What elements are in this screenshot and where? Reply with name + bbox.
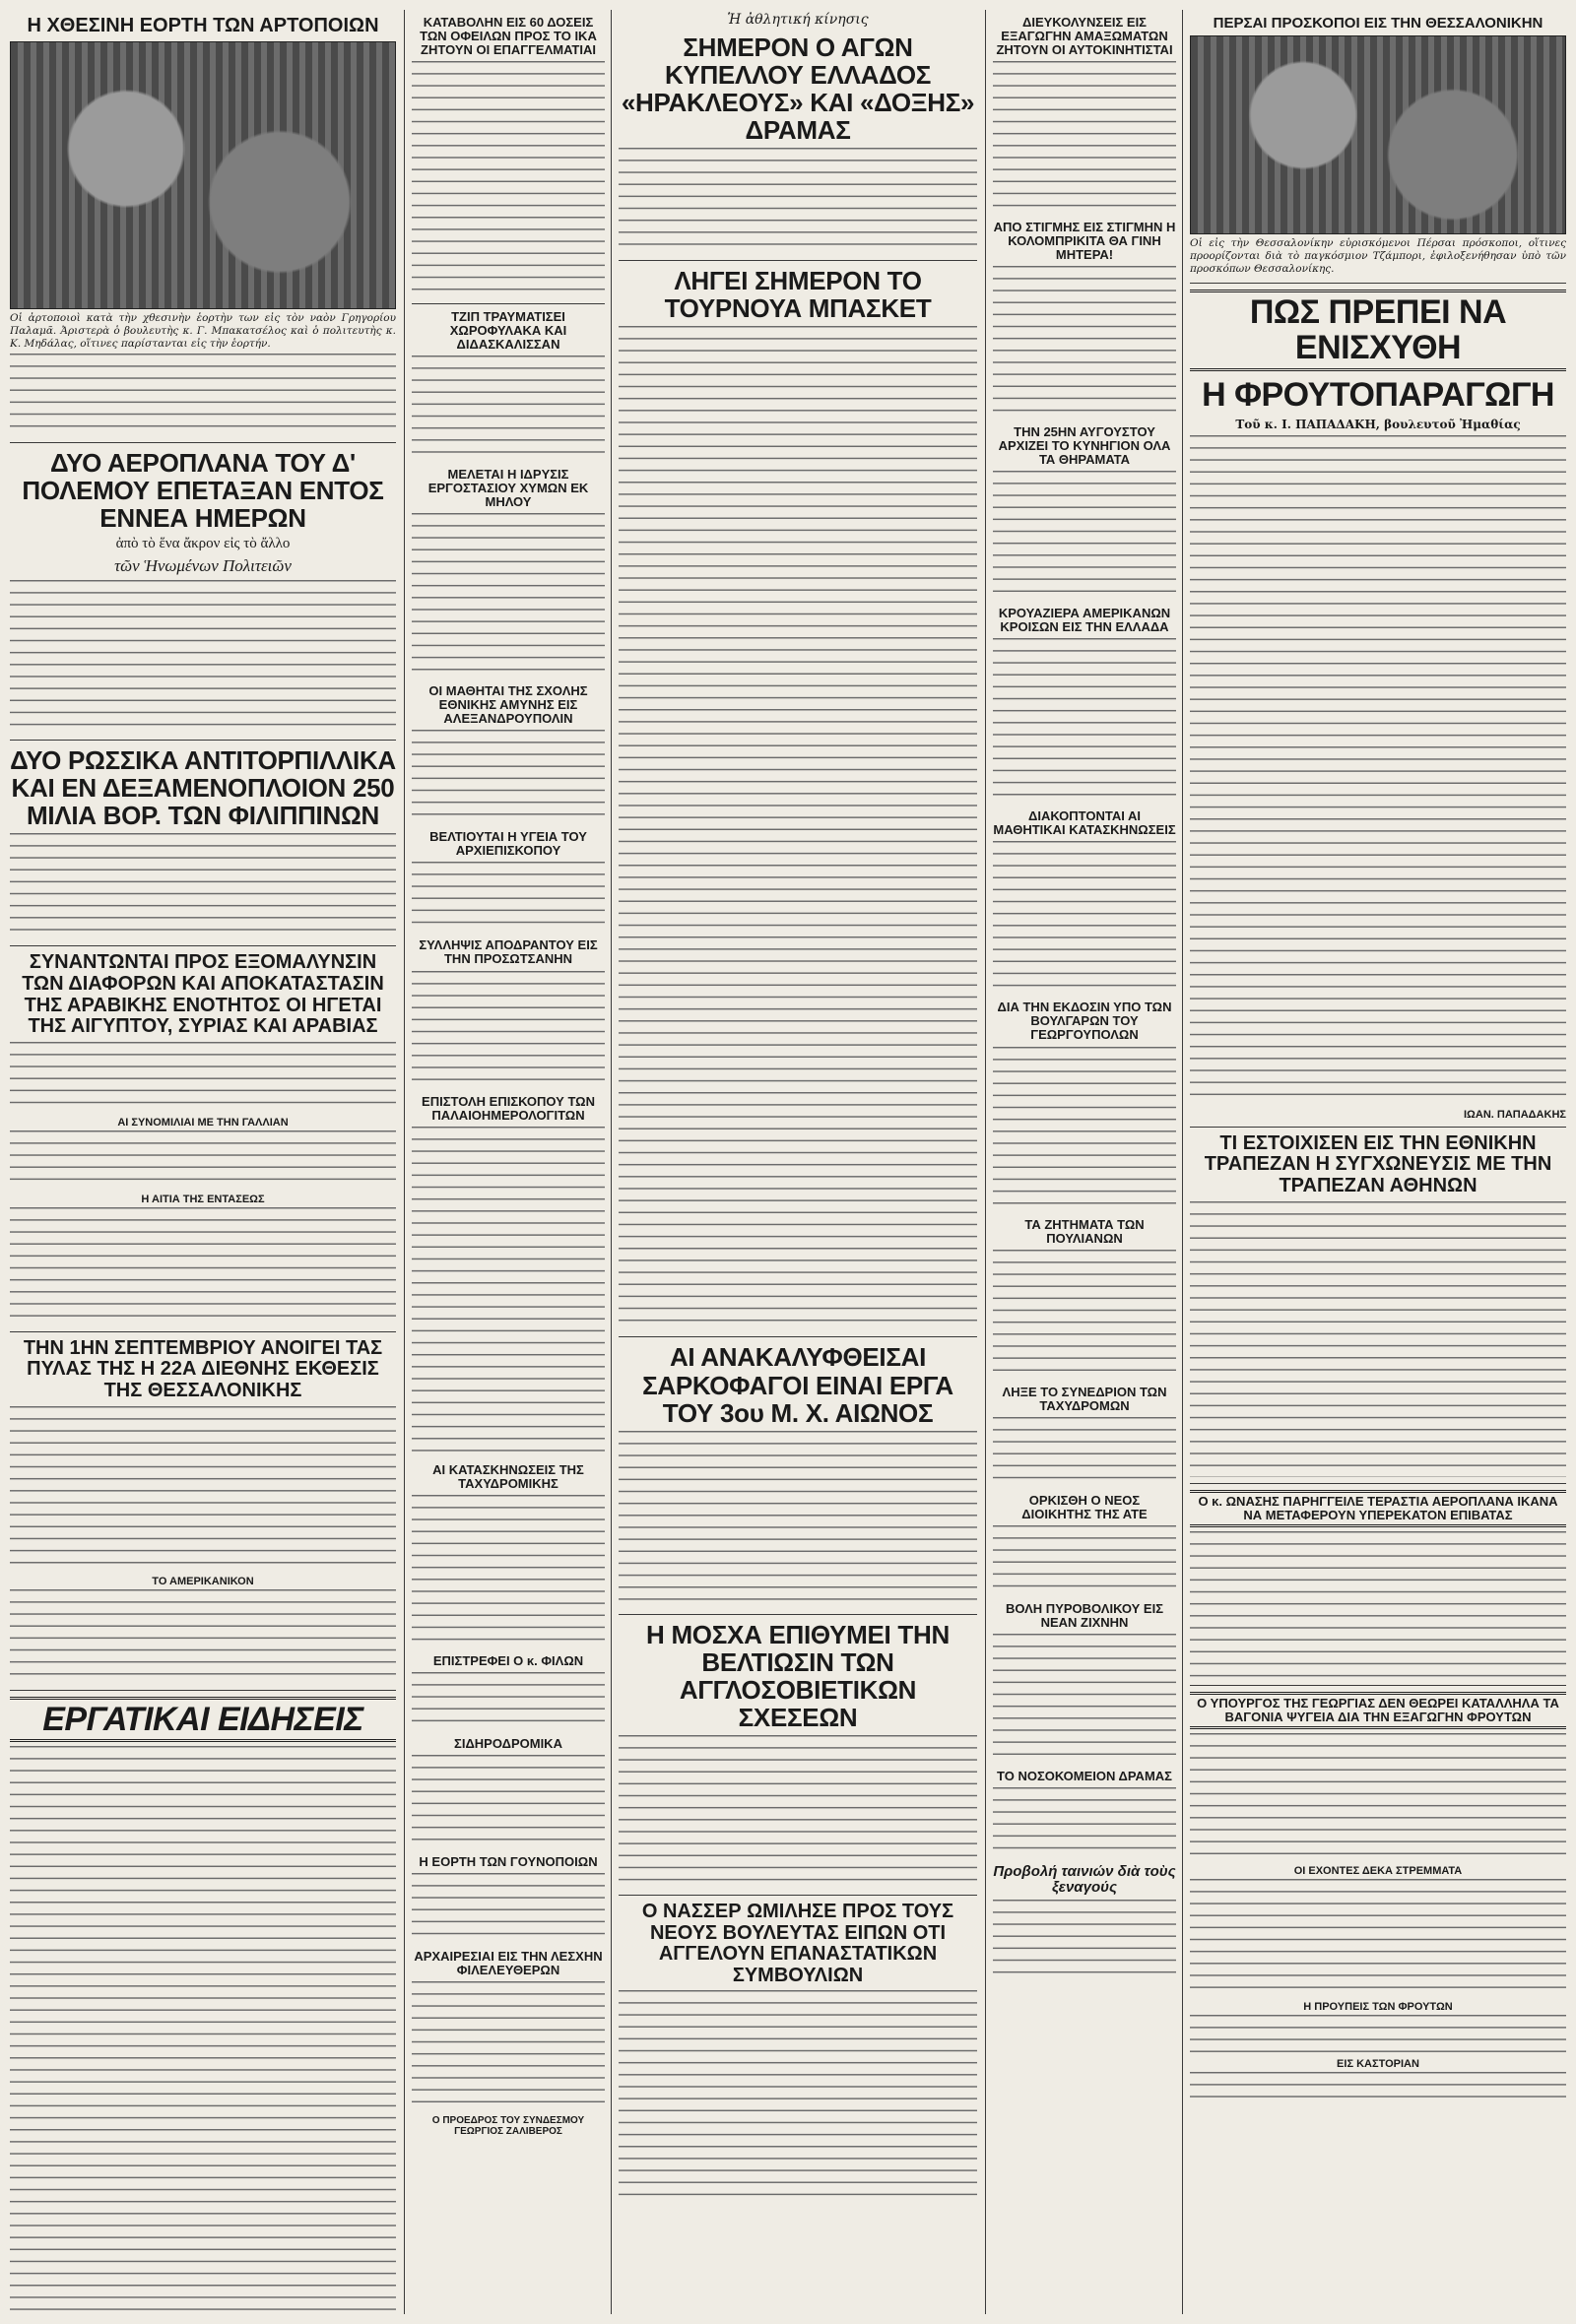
article-body <box>993 1047 1176 1212</box>
article-body <box>993 471 1176 601</box>
column-rule <box>985 10 986 2314</box>
article-body <box>10 354 396 436</box>
headline-filon: ΕΠΙΣΤΡΕΦΕΙ Ο κ. ΦΙΛΩΝ <box>432 1652 584 1668</box>
article-body <box>10 1746 396 2314</box>
column-2 <box>412 10 605 2314</box>
subhead: Η ΠΡΟΥΠΕΙΣ ΤΩΝ ΦΡΟΥΤΩΝ <box>1303 2000 1453 2013</box>
article-body <box>10 1406 396 1572</box>
headline-furriers: Η ΕΟΡΤΗ ΤΩΝ ΓΟΥΝΟΠΟΙΩΝ <box>419 1853 598 1869</box>
headline-films: Προβολή ταινιών διὰ τοὺς ξεναγούς <box>993 1862 1176 1896</box>
article-body <box>412 61 605 297</box>
headline-nasser: Ο ΝΑΣΣΕΡ ΩΜΙΛΗΣΕ ΠΡΟΣ ΤΟΥΣ ΝΕΟΥΣ ΒΟΥΛΕΥΤΑΣ ΕΙΠΩΝ ΟΤΙ ΑΓΓΕΛΟΥΝ ΕΠΑΝΑΣΤΑΤΙΚΩΝ ΣΥΜΒΟΥΛΙΩΝ <box>641 1901 954 1986</box>
headline-jeep: ΤΖΙΠ ΤΡΑΥΜΑΤΙΣΕΙ ΧΩΡΟΦΥΛΑΚΑ ΚΑΙ ΔΙΔΑΣΚΑΛΙΣΣΑΝ <box>449 309 567 353</box>
article-body <box>1190 1531 1566 1679</box>
article-body <box>412 1755 605 1849</box>
headline-onassis: Ο κ. ΩΝΑΣΗΣ ΠΑΡΗΓΓΕΙΛΕ ΤΕΡΑΣΤΙΑ ΑΕΡΟΠΛΑΝΑ ΙΚΑΝΑ ΝΑ ΜΕΤΑΦΕΡΟΥΝ ΥΠΕΡΕΚΑΤΟΝ ΕΠΙΒΑΤΑΣ <box>1190 1490 1566 1527</box>
article-body <box>412 730 605 824</box>
headline-kolombrikita: ΑΠΟ ΣΤΙΓΜΗΣ ΕΙΣ ΣΤΙΓΜΗΝ Η ΚΟΛΟΜΠΡΙΚΙΤΑ ΘΑ ΓΙΝΗ ΜΗΤΕΡΑ! <box>993 220 1176 263</box>
article-body <box>1190 2015 1566 2054</box>
headline-arrest: ΣΥΛΛΗΨΙΣ ΑΠΟΔΡΑΝΤΟΥ ΕΙΣ ΤΗΝ ΠΡΟΣΩΤΣΑΝΗΝ <box>419 937 598 967</box>
headline-artopoioi: Η ΧΘΕΣΙΝΗ ΕΟΡΤΗ ΤΩΝ ΑΡΤΟΠΟΙΩΝ <box>27 15 379 36</box>
article-body <box>412 971 605 1089</box>
headline-fair: ΤΗΝ 1ΗΝ ΣΕΠΤΕΜΒΡΙΟΥ ΑΝΟΙΓΕΙ ΤΑΣ ΠΥΛΑΣ ΤΗΣ Η 22Α ΔΙΕΘΝΗΣ ΕΚΘΕΣΙΣ ΤΗΣ ΘΕΣΣΑΛΟΝΙΚΗΣ <box>23 1336 383 1401</box>
column-4 <box>993 10 1176 2314</box>
column-rule <box>611 10 612 2314</box>
article-body <box>993 841 1176 995</box>
article-body <box>619 326 977 1330</box>
article-body <box>993 1417 1176 1488</box>
headline-fruit-2: Η ΦΡΟΥΤΟΠΑΡΑΓΩΓΗ <box>1202 376 1554 414</box>
headline-airplanes-sub: ἀπὸ τὸ ἕνα ἄκρον εἰς τὸ ἄλλο <box>115 536 291 552</box>
article-body <box>619 1735 977 1889</box>
headline-labor-news: ΕΡΓΑΤΙΚΑΙ ΕΙΔΗΣΕΙΣ <box>10 1697 396 1743</box>
article-body <box>993 1634 1176 1764</box>
article-body <box>619 148 977 254</box>
headline-railway: ΣΙΔΗΡΟΔΡΟΜΙΚΑ <box>454 1735 562 1751</box>
headline-bishop-letter: ΕΠΙΣΤΟΛΗ ΕΠΙΣΚΟΠΟΥ ΤΩΝ ΠΑΛΑΙΟΗΜΕΡΟΛΟΓΙΤΩΝ <box>422 1093 595 1123</box>
article-body <box>412 1127 605 1457</box>
headline-moscow: Η ΜΟΣΧΑ ΕΠΙΘΥΜΕΙ ΤΗΝ ΒΕΛΤΙΩΣΙΝ ΤΩΝ ΑΓΓΛΟΣΟΒΙΕΤΙΚΩΝ ΣΧΕΣΕΩΝ <box>646 1619 950 1732</box>
article-body <box>412 1672 605 1731</box>
column-1 <box>10 10 396 2314</box>
article-body <box>1190 2072 1566 2107</box>
headline-arab-leaders: ΣΥΝΑΝΤΩΝΤΑΙ ΠΡΟΣ ΕΞΟΜΑΛΥΝΣΙΝ ΤΩΝ ΔΙΑΦΟΡΩΝ ΚΑΙ ΑΠΟΚΑΤΑΣΤΑΣΙΝ ΤΗΣ ΑΡΑΒΙΚΗΣ ΕΝΟΤΗΤΟΣ ΟΙ ΗΓΕΤΑΙ ΤΗΣ ΑΙΓΥΠΤΟΥ, ΣΥΡΙΑΣ ΚΑΙ ΑΡΑΒΙΑΣ <box>22 951 384 1038</box>
article-body <box>10 580 396 734</box>
headline-hunting: ΤΗΝ 25ΗΝ ΑΥΓΟΥΣΤΟΥ ΑΡΧΙΖΕΙ ΤΟ ΚΥΝΗΓΙΟΝ ΟΛΑ ΤΑ ΘΗΡΑΜΑΤΑ <box>998 424 1171 468</box>
headline-airplanes-sub2: τῶν Ἡνωμένων Πολιτειῶν <box>114 556 292 576</box>
column-rule <box>1182 10 1183 2314</box>
subhead: ΤΟ ΑΜΕΡΙΚΑΝΙΚΟΝ <box>152 1575 254 1587</box>
headline-basket: ΛΗΓΕΙ ΣΗΜΕΡΟΝ ΤΟ ΤΟΥΡΝΟΥΑ ΜΠΑΣΚΕΤ <box>664 266 932 324</box>
article-body <box>1190 435 1566 1105</box>
article-body <box>10 1207 396 1325</box>
headline-artillery: ΒΟΛΗ ΠΥΡΟΒΟΛΙΚΟΥ ΕΙΣ ΝΕΑΝ ΖΙΧΝΗΝ <box>1005 1600 1163 1630</box>
article-body <box>993 1787 1176 1858</box>
headline-defense-school: ΟΙ ΜΑΘΗΤΑΙ ΤΗΣ ΣΧΟΛΗΣ ΕΘΝΙΚΗΣ ΑΜΥΝΗΣ ΕΙΣ ΑΛΕΞΑΝΔΡΟΥΠΟΛΙΝ <box>428 683 588 727</box>
subhead: ΕΙΣ ΚΑΣΤΟΡΙΑΝ <box>1337 2057 1419 2070</box>
article-body <box>10 1589 396 1684</box>
subhead: ΟΙ ΕΧΟΝΤΕΣ ΔΕΚΑ ΣΤΡΕΜΜΑΤΑ <box>1293 1864 1463 1877</box>
photo-bakers-celebration <box>10 41 396 309</box>
headline-ministry: Ο ΥΠΟΥΡΓΟΣ ΤΗΣ ΓΕΩΡΓΙΑΣ ΔΕΝ ΘΕΩΡΕΙ ΚΑΤΑΛΛΗΛΑ ΤΑ ΒΑΓΟΝΙΑ ΨΥΓΕΙΑ ΔΙΑ ΤΗΝ ΕΞΑΓΩΓΗΝ ΦΡΟΥΤΩΝ <box>1190 1692 1566 1729</box>
headline-drama-hospital: ΤΟ ΝΟΣΟΚΟΜΕΙΟΝ ΔΡΑΜΑΣ <box>997 1768 1172 1783</box>
article-body <box>993 266 1176 420</box>
article-body <box>619 1431 977 1608</box>
photo-caption: Οἱ ἀρτοποιοὶ κατὰ τὴν χθεσινὴν ἑορτὴν των εἰς τὸν ναὸν Γρηγορίου Παλαμᾶ. Ἀριστερὰ ὁ βουλευτὴς κ. Γ. Μπακατσέλος καὶ ὁ πολιτευτὴς κ. Κ. Μηδάλας, οἵτινες παρίστανται εἰς τὴν ἑορτήν. <box>10 311 396 350</box>
subhead: ΑΙ ΣΥΝΟΜΙΛΙΑΙ ΜΕ ΤΗΝ ΓΑΛΛΙΑΝ <box>117 1116 289 1129</box>
headline-postal-congress: ΛΗΞΕ ΤΟ ΣΥΝΕΔΡΙΟΝ ΤΩΝ ΤΑΧΥΔΡΟΜΩΝ <box>1002 1384 1167 1413</box>
headline-cup-match: ΣΗΜΕΡΟΝ Ο ΑΓΩΝ ΚΥΠΕΛΛΟΥ ΕΛΛΑΔΟΣ «ΗΡΑΚΛΕΟΥΣ» ΚΑΙ «ΔΟΞΗΣ» ΔΡΑΜΑΣ <box>621 32 975 146</box>
article-body <box>412 1981 605 2111</box>
headline-persian-scouts: ΠΕΡΣΑΙ ΠΡΟΣΚΟΠΟΙ ΕΙΣ ΤΗΝ ΘΕΣΣΑΛΟΝΙΚΗΝ <box>1213 15 1543 32</box>
section-label: Ἡ ἀθλητική κίνησις <box>727 12 869 28</box>
column-rule <box>404 10 405 2314</box>
article-body <box>993 638 1176 804</box>
column-3 <box>619 10 977 2314</box>
article-body <box>10 1130 396 1190</box>
article-body <box>619 1990 977 2203</box>
article-body <box>412 513 605 678</box>
headline-ate-governor: ΟΡΚΙΣΘΗ Ο ΝΕΟΣ ΔΙΟΙΚΗΤΗΣ ΤΗΣ ΑΤΕ <box>1021 1492 1148 1521</box>
signature: Ο ΠΡΟΕΔΡΟΣ ΤΟΥ ΣΥΝΔΕΣΜΟΥ ΓΕΩΡΓΙΟΣ ΖΑΛΙΒΕΡΟΣ <box>431 2114 585 2137</box>
headline-national-bank: ΤΙ ΕΣΤΟΙΧΙΣΕΝ ΕΙΣ ΤΗΝ ΕΘΝΙΚΗΝ ΤΡΑΠΕΖΑΝ Η ΣΥΓΧΩΝΕΥΣΙΣ ΜΕ ΤΗΝ ΤΡΑΠΕΖΑΝ ΑΘΗΝΩΝ <box>1204 1131 1552 1196</box>
article-body <box>10 833 396 939</box>
headline-vehicle-export: ΔΙΕΥΚΟΛΥΝΣΕΙΣ ΕΙΣ ΕΞΑΓΩΓΗΝ ΑΜΑΞΩΜΑΤΩΝ ΖΗΤΟΥΝ ΟΙ ΑΥΤΟΚΙΝΗΤΙΣΤΑΙ <box>996 15 1173 58</box>
article-body <box>1190 1879 1566 1997</box>
article-body <box>1190 1733 1566 1861</box>
headline-postal-camps: ΑΙ ΚΑΤΑΣΚΗΝΩΣΕΙΣ ΤΗΣ ΤΑΧΥΔΡΟΜΙΚΗΣ <box>432 1461 584 1491</box>
photo-persian-scouts <box>1190 35 1566 234</box>
article-body <box>412 1873 605 1944</box>
article-body <box>993 1900 1176 1982</box>
headline-cruise: ΚΡΟΥΑΖΙΕΡΑ ΑΜΕΡΙΚΑΝΩΝ ΚΡΟΙΣΩΝ ΕΙΣ ΤΗΝ ΕΛΛΑΔΑ <box>998 606 1171 635</box>
headline-extradition: ΔΙΑ ΤΗΝ ΕΚΔΟΣΙΝ ΥΠΟ ΤΩΝ ΒΟΥΛΓΑΡΩΝ ΤΟΥ ΓΕΩΡΓΟΥΠΟΛΩΝ <box>997 1000 1172 1043</box>
byline: Τοῦ κ. Ι. ΠΑΠΑΔΑΚΗ, βουλευτοῦ Ἠμαθίας <box>1235 417 1521 431</box>
photo-caption: Οἱ εἰς τὴν Θεσσαλονίκην εὑρισκόμενοι Πέρσαι πρόσκοποι, οἵτινες προορίζονται διὰ τὸ παγκόσμιον Τζάμπορι, ἐφιλοξενήθησαν ὑπὸ τῶν προσκόπων Θεσσαλονίκης. <box>1190 237 1566 276</box>
article-body <box>10 1042 396 1113</box>
headline-student-camps: ΔΙΑΚΟΠΤΟΝΤΑΙ ΑΙ ΜΑΘΗΤΙΚΑΙ ΚΑΤΑΣΚΗΝΩΣΕΙΣ <box>993 808 1176 838</box>
subhead: Η ΑΙΤΙΑ ΤΗΣ ΕΝΤΑΣΕΩΣ <box>141 1193 265 1205</box>
headline-juice-factory: ΜΕΛΕΤΑΙ Η ΙΔΡΥΣΙΣ ΕΡΓΟΣΤΑΣΙΟΥ ΧΥΜΩΝ ΕΚ ΜΗΛΟΥ <box>427 467 589 510</box>
headline-sarcophagi: ΑΙ ΑΝΑΚΑΛΥΦΘΕΙΣΑΙ ΣΑΡΚΟΦΑΓΟΙ ΕΙΝΑΙ ΕΡΓΑ ΤΟΥ 3ου Μ. Χ. ΑΙΩΝΟΣ <box>642 1342 953 1428</box>
headline-archbishop: ΒΕΛΤΙΟΥΤΑΙ Η ΥΓΕΙΑ ΤΟΥ ΑΡΧΙΕΠΙΣΚΟΠΟΥ <box>429 829 587 859</box>
article-body <box>993 61 1176 215</box>
article-body <box>412 862 605 933</box>
headline-russian-ships: ΔΥΟ ΡΩΣΣΙΚΑ ΑΝΤΙΤΟΡΠΙΛΛΙΚΑ ΚΑΙ ΕΝ ΔΕΞΑΜΕΝΟΠΛΟΙΟΝ 250 ΜΙΛΙΑ ΒΟΡ. ΤΩΝ ΦΙΛΙΠΠΙΝΩΝ <box>10 745 396 831</box>
article-body <box>412 355 605 462</box>
column-5 <box>1190 10 1566 2314</box>
author-signature: ΙΩΑΝ. ΠΑΠΑΔΑΚΗΣ <box>1464 1108 1566 1121</box>
headline-ika: ΚΑΤΑΒΟΛΗΝ ΕΙΣ 60 ΔΟΣΕΙΣ ΤΩΝ ΟΦΕΙΛΩΝ ΠΡΟΣ ΤΟ ΙΚΑ ΖΗΤΟΥΝ ΟΙ ΕΠΑΓΓΕΛΜΑΤΙΑΙ <box>420 15 597 58</box>
headline-fruit-1: ΠΩΣ ΠΡΕΠΕΙ ΝΑ ΕΝΙΣΧΥΘΗ <box>1190 290 1566 371</box>
article-body <box>993 1525 1176 1596</box>
headline-liberal-club: ΑΡΧΑΙΡΕΣΙΑΙ ΕΙΣ ΤΗΝ ΛΕΣΧΗΝ ΦΙΛΕΛΕΥΘΕΡΩΝ <box>414 1948 603 1977</box>
headline-poulianoi: ΤΑ ΖΗΤΗΜΑΤΑ ΤΩΝ ΠΟΥΛΙΑΝΩΝ <box>1024 1216 1145 1246</box>
article-body <box>412 1495 605 1648</box>
article-body <box>993 1250 1176 1380</box>
headline-airplanes: ΔΥΟ ΑΕΡΟΠΛΑΝΑ ΤΟΥ Δ' ΠΟΛΕΜΟΥ ΕΠΕΤΑΞΑΝ ΕΝΤΟΣ ΕΝΝΕΑ ΗΜΕΡΩΝ <box>22 447 384 534</box>
article-body <box>1190 1201 1566 1477</box>
